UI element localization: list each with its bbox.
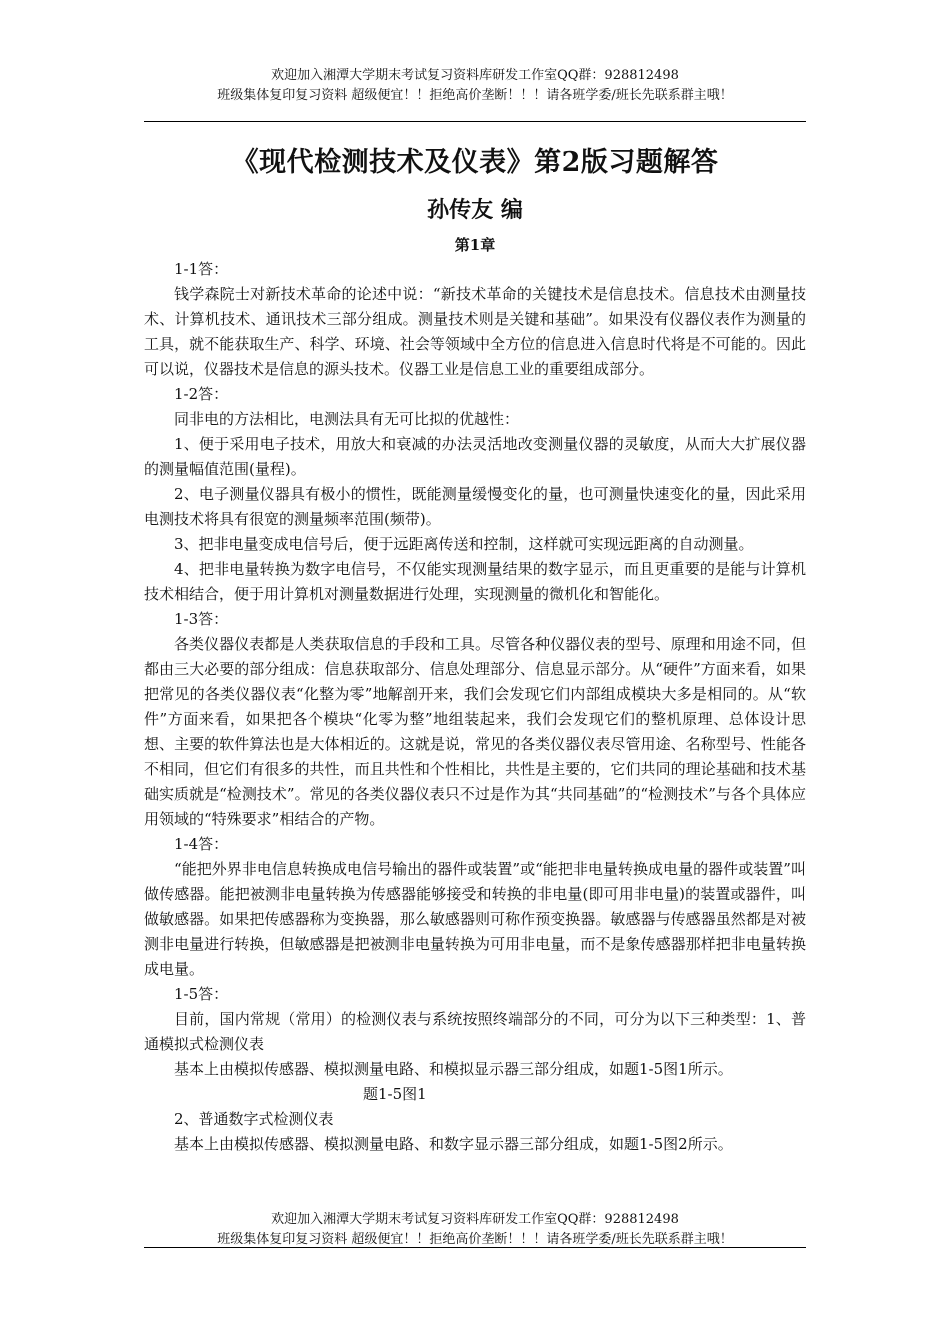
footer-line-1: 欢迎加入湘潭大学期末考试复习资料库研发工作室QQ群：928812498	[271, 1212, 679, 1227]
paragraph: 1、便于采用电子技术，用放大和衰减的办法灵活地改变测量仪器的灵敏度，从而大大扩展仪器的测量幅值范围(量程)。	[144, 435, 806, 478]
answer-label: 1-1答：	[174, 260, 229, 278]
paragraph: “能把外界非电信息转换成电信号输出的器件或装置”或“能把非电量转换成电量的器件或装置”叫做传感器。能把被测非电量转换为传感器能够接受和转换的非电量(即可用非电量)的装置或器件，叫做敏感器。如果把传感器称为变换器，那么敏感器则可称作预变换器。敏感器与传感器虽然都是对被测非电量进行转换，但敏感器是把被测非电量转换为可用非电量，而不是象传感器那样把非电量转换成电量。	[144, 860, 806, 978]
paragraph: 同非电的方法相比，电测法具有无可比拟的优越性：	[174, 410, 520, 428]
paragraph: 4、把非电量转换为数字电信号，不仅能实现测量结果的数字显示，而且更重要的是能与计算机技术相结合，便于用计算机对测量数据进行处理，实现测量的微机化和智能化。	[144, 560, 806, 603]
answer-label: 1-5答：	[174, 985, 229, 1003]
answer-label: 1-3答：	[174, 610, 229, 628]
paragraph: 目前，国内常规（常用）的检测仪表与系统按照终端部分的不同，可分为以下三种类型：1、普通模拟式检测仪表	[144, 1010, 806, 1053]
document-title: 《现代检测技术及仪表》第2版习题解答	[231, 147, 719, 178]
footer-line-2: 班级集体复印复习资料 超级便宜！！拒绝高价垄断！！！请各班学委/班长先联系群主哦！	[217, 1232, 733, 1247]
document-body	[144, 257, 806, 1157]
page-footer	[144, 1210, 806, 1250]
paragraph: 3、把非电量变成电信号后，便于远距离传送和控制，这样就可实现远距离的自动测量。	[174, 535, 754, 553]
paragraph: 2、电子测量仪器具有极小的惯性，既能测量缓慢变化的量，也可测量快速变化的量，因此采用电测技术将具有很宽的测量频率范围(频带)。	[144, 485, 806, 528]
chapter-heading: 第1章	[454, 236, 496, 254]
paragraph: 各类仪器仪表都是人类获取信息的手段和工具。尽管各种仪器仪表的型号、原理和用途不同，但都由三大必要的部分组成：信息获取部分、信息处理部分、信息显示部分。从“硬件”方面来看，如果把常见的各类仪器仪表“化整为零”地解剖开来，我们会发现它们内部组成模块大多是相同的。从“软件”方面来看，如果把各个模块“化零为整”地组装起来，我们会发现它们的整机原理、总体设计思想、主要的软件算法也是大体相近的。这就是说，常见的各类仪器仪表尽管用途、名称型号、性能各不相同，但它们有很多的共性，而且共性和个性相比，共性是主要的，它们共同的理论基础和技术基础实质就是“检测技术”。常见的各类仪器仪表只不过是作为其“共同基础”的“检测技术”与各个具体应用领域的“特殊要求”相结合的产物。	[144, 635, 806, 828]
paragraph: 基本上由模拟传感器、模拟测量电路、和模拟显示器三部分组成，如题1-5图1所示。	[174, 1060, 733, 1078]
page-header	[144, 66, 806, 106]
header-line-2: 班级集体复印复习资料 超级便宜！！拒绝高价垄断！！！请各班学委/班长先联系群主哦！	[217, 88, 733, 103]
answer-label: 1-2答：	[174, 385, 229, 403]
paragraph: 2、普通数字式检测仪表	[174, 1110, 334, 1128]
footer-divider	[144, 1247, 806, 1248]
figure-caption: 题1-5图1	[363, 1085, 427, 1103]
document-author: 孙传友 编	[427, 197, 523, 223]
header-divider	[144, 121, 806, 122]
header-line-1: 欢迎加入湘潭大学期末考试复习资料库研发工作室QQ群：928812498	[271, 68, 679, 83]
paragraph: 钱学森院士对新技术革命的论述中说：“新技术革命的关键技术是信息技术。信息技术由测量技术、计算机技术、通讯技术三部分组成。测量技术则是关键和基础”。如果没有仪器仪表作为测量的工具，就不能获取生产、科学、环境、社会等领域中全方位的信息进入信息时代将是不可能的。因此可以说，仪器技术是信息的源头技术。仪器工业是信息工业的重要组成部分。	[144, 285, 806, 378]
paragraph: 基本上由模拟传感器、模拟测量电路、和数字显示器三部分组成，如题1-5图2所示。	[174, 1135, 733, 1153]
answer-label: 1-4答：	[174, 835, 229, 853]
